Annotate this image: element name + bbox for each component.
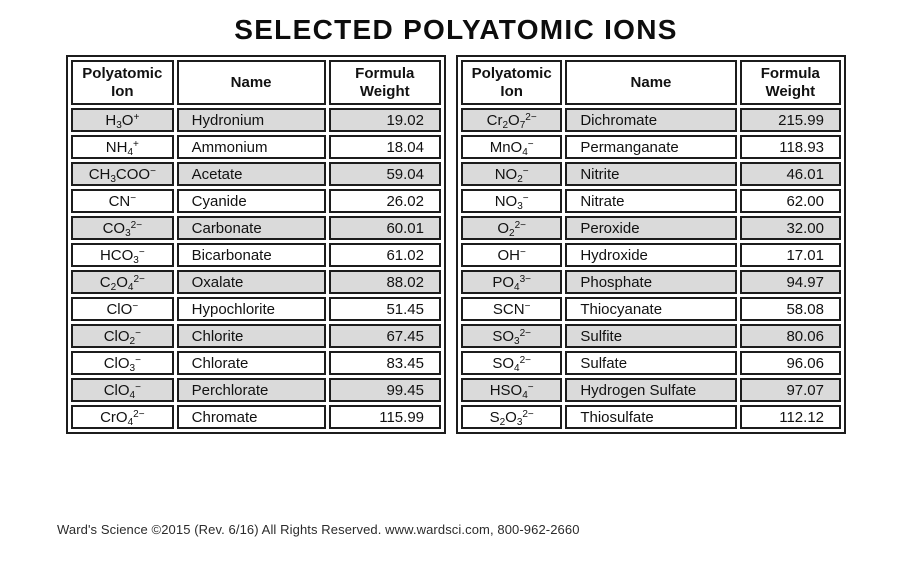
table-header [71, 60, 441, 105]
ion-name-cell: Oxalate [177, 270, 326, 294]
ion-formula-cell: OH− [461, 243, 562, 267]
ion-name-cell: Sulfate [565, 351, 736, 375]
tables-container [66, 55, 846, 434]
ion-formula-cell: SCN− [461, 297, 562, 321]
ion-formula-cell: ClO$_2$− [71, 324, 174, 348]
column-header: Name [565, 60, 736, 105]
formula-weight-cell: 97.07 [740, 378, 841, 402]
column-header: Polyatomic Ion [71, 60, 174, 105]
ion-formula-cell: ClO$_3$− [71, 351, 174, 375]
table-row [461, 351, 841, 375]
ion-name-cell: Perchlorate [177, 378, 326, 402]
ion-name-cell: Phosphate [565, 270, 736, 294]
ion-formula-cell: $NH_4^+$ [71, 135, 174, 159]
ion-formula-cell: $S_2O_3^{2-}$ [461, 405, 562, 429]
ion-name-cell: Hypochlorite [177, 297, 326, 321]
formula-weight-cell: 59.04 [329, 162, 441, 186]
formula-weight-cell: 26.02 [329, 189, 441, 213]
ion-name-cell: Chlorite [177, 324, 326, 348]
ion-name-cell: Bicarbonate [177, 243, 326, 267]
formula-weight-cell: 96.06 [740, 351, 841, 375]
table-row [71, 324, 441, 348]
column-header: Polyatomic Ion [461, 60, 562, 105]
ion-name-cell: Ammonium [177, 135, 326, 159]
ion-name-cell: Peroxide [565, 216, 736, 240]
table-row [461, 135, 841, 159]
table-row [71, 135, 441, 159]
ion-formula-cell: $NO_3^-$ [461, 189, 562, 213]
ions-table-right [456, 55, 846, 434]
ion-name-cell: Sulfite [565, 324, 736, 348]
formula-weight-cell: 51.45 [329, 297, 441, 321]
ion-formula-cell: $HSO_4^-$ [461, 378, 562, 402]
header-row [71, 60, 441, 105]
ion-name-cell: Hydrogen Sulfate [565, 378, 736, 402]
ion-name-cell: Acetate [177, 162, 326, 186]
ion-formula-cell: $C_2O_4^{2-}$ [71, 270, 174, 294]
ion-formula-cell: $Cr_2O_7^{2-}$ [461, 108, 562, 132]
formula-weight-cell: 61.02 [329, 243, 441, 267]
ion-formula-cell: $SO_4^{2-}$ [461, 351, 562, 375]
ion-name-cell: Nitrate [565, 189, 736, 213]
formula-weight-cell: 112.12 [740, 405, 841, 429]
formula-weight-cell: 60.01 [329, 216, 441, 240]
ion-formula-cell: $SO_3^{2-}$ [461, 324, 562, 348]
formula-weight-cell: 118.93 [740, 135, 841, 159]
ion-formula-cell: $NO_2^-$ [461, 162, 562, 186]
table-row [71, 297, 441, 321]
table-row [461, 378, 841, 402]
formula-weight-cell: 99.45 [329, 378, 441, 402]
ion-name-cell: Hydronium [177, 108, 326, 132]
formula-weight-cell: 58.08 [740, 297, 841, 321]
table-row [461, 297, 841, 321]
table-row [461, 162, 841, 186]
table-header [461, 60, 841, 105]
table-row [71, 405, 441, 429]
ion-formula-cell: $O_2^{2-}$ [461, 216, 562, 240]
ion-name-cell: Hydroxide [565, 243, 736, 267]
table-row [71, 189, 441, 213]
ion-name-cell: Thiocyanate [565, 297, 736, 321]
ion-formula-cell: $CH_3COO^-$ [71, 162, 174, 186]
ion-name-cell: Thiosulfate [565, 405, 736, 429]
ion-formula-cell: $PO_4^{3-}$ [461, 270, 562, 294]
ion-name-cell: Chromate [177, 405, 326, 429]
table-row [71, 351, 441, 375]
formula-weight-cell: 67.45 [329, 324, 441, 348]
formula-weight-cell: 19.02 [329, 108, 441, 132]
formula-weight-cell: 88.02 [329, 270, 441, 294]
ion-name-cell: Cyanide [177, 189, 326, 213]
table-row [71, 216, 441, 240]
table-row [461, 243, 841, 267]
ion-name-cell: Chlorate [177, 351, 326, 375]
ion-formula-cell: ClO$_4$− [71, 378, 174, 402]
copyright-footer: Ward's Science ©2015 (Rev. 6/16) All Rights Reserved. www.wardsci.com, 800-962-2660 [57, 522, 580, 537]
ion-formula-cell: ClO− [71, 297, 174, 321]
ion-formula-cell: $HCO_3^-$ [71, 243, 174, 267]
ion-name-cell: Carbonate [177, 216, 326, 240]
table-row [71, 270, 441, 294]
ions-table-left [66, 55, 446, 434]
ion-formula-cell: $CO_3^{2-}$ [71, 216, 174, 240]
header-row [461, 60, 841, 105]
table-row [461, 405, 841, 429]
ion-name-cell: Nitrite [565, 162, 736, 186]
formula-weight-cell: 94.97 [740, 270, 841, 294]
ion-formula-cell: CN− [71, 189, 174, 213]
column-header: Name [177, 60, 326, 105]
table-row [461, 324, 841, 348]
ion-formula-cell: CrO$_4^{2-}$ [71, 405, 174, 429]
column-header: Formula Weight [740, 60, 841, 105]
column-header: Formula Weight [329, 60, 441, 105]
table-row [461, 270, 841, 294]
ion-formula-cell: $H_3O^+$ [71, 108, 174, 132]
table-row [461, 108, 841, 132]
table-row [71, 162, 441, 186]
table-row [461, 216, 841, 240]
formula-weight-cell: 62.00 [740, 189, 841, 213]
ion-name-cell: Permanganate [565, 135, 736, 159]
formula-weight-cell: 46.01 [740, 162, 841, 186]
formula-weight-cell: 83.45 [329, 351, 441, 375]
formula-weight-cell: 80.06 [740, 324, 841, 348]
formula-weight-cell: 115.99 [329, 405, 441, 429]
ion-name-cell: Dichromate [565, 108, 736, 132]
table-row [71, 108, 441, 132]
table-row [461, 189, 841, 213]
formula-weight-cell: 18.04 [329, 135, 441, 159]
table-row [71, 243, 441, 267]
ion-formula-cell: MnO$_4$− [461, 135, 562, 159]
formula-weight-cell: 32.00 [740, 216, 841, 240]
page-title: SELECTED POLYATOMIC IONS [234, 14, 678, 45]
table-row [71, 378, 441, 402]
formula-weight-cell: 215.99 [740, 108, 841, 132]
formula-weight-cell: 17.01 [740, 243, 841, 267]
